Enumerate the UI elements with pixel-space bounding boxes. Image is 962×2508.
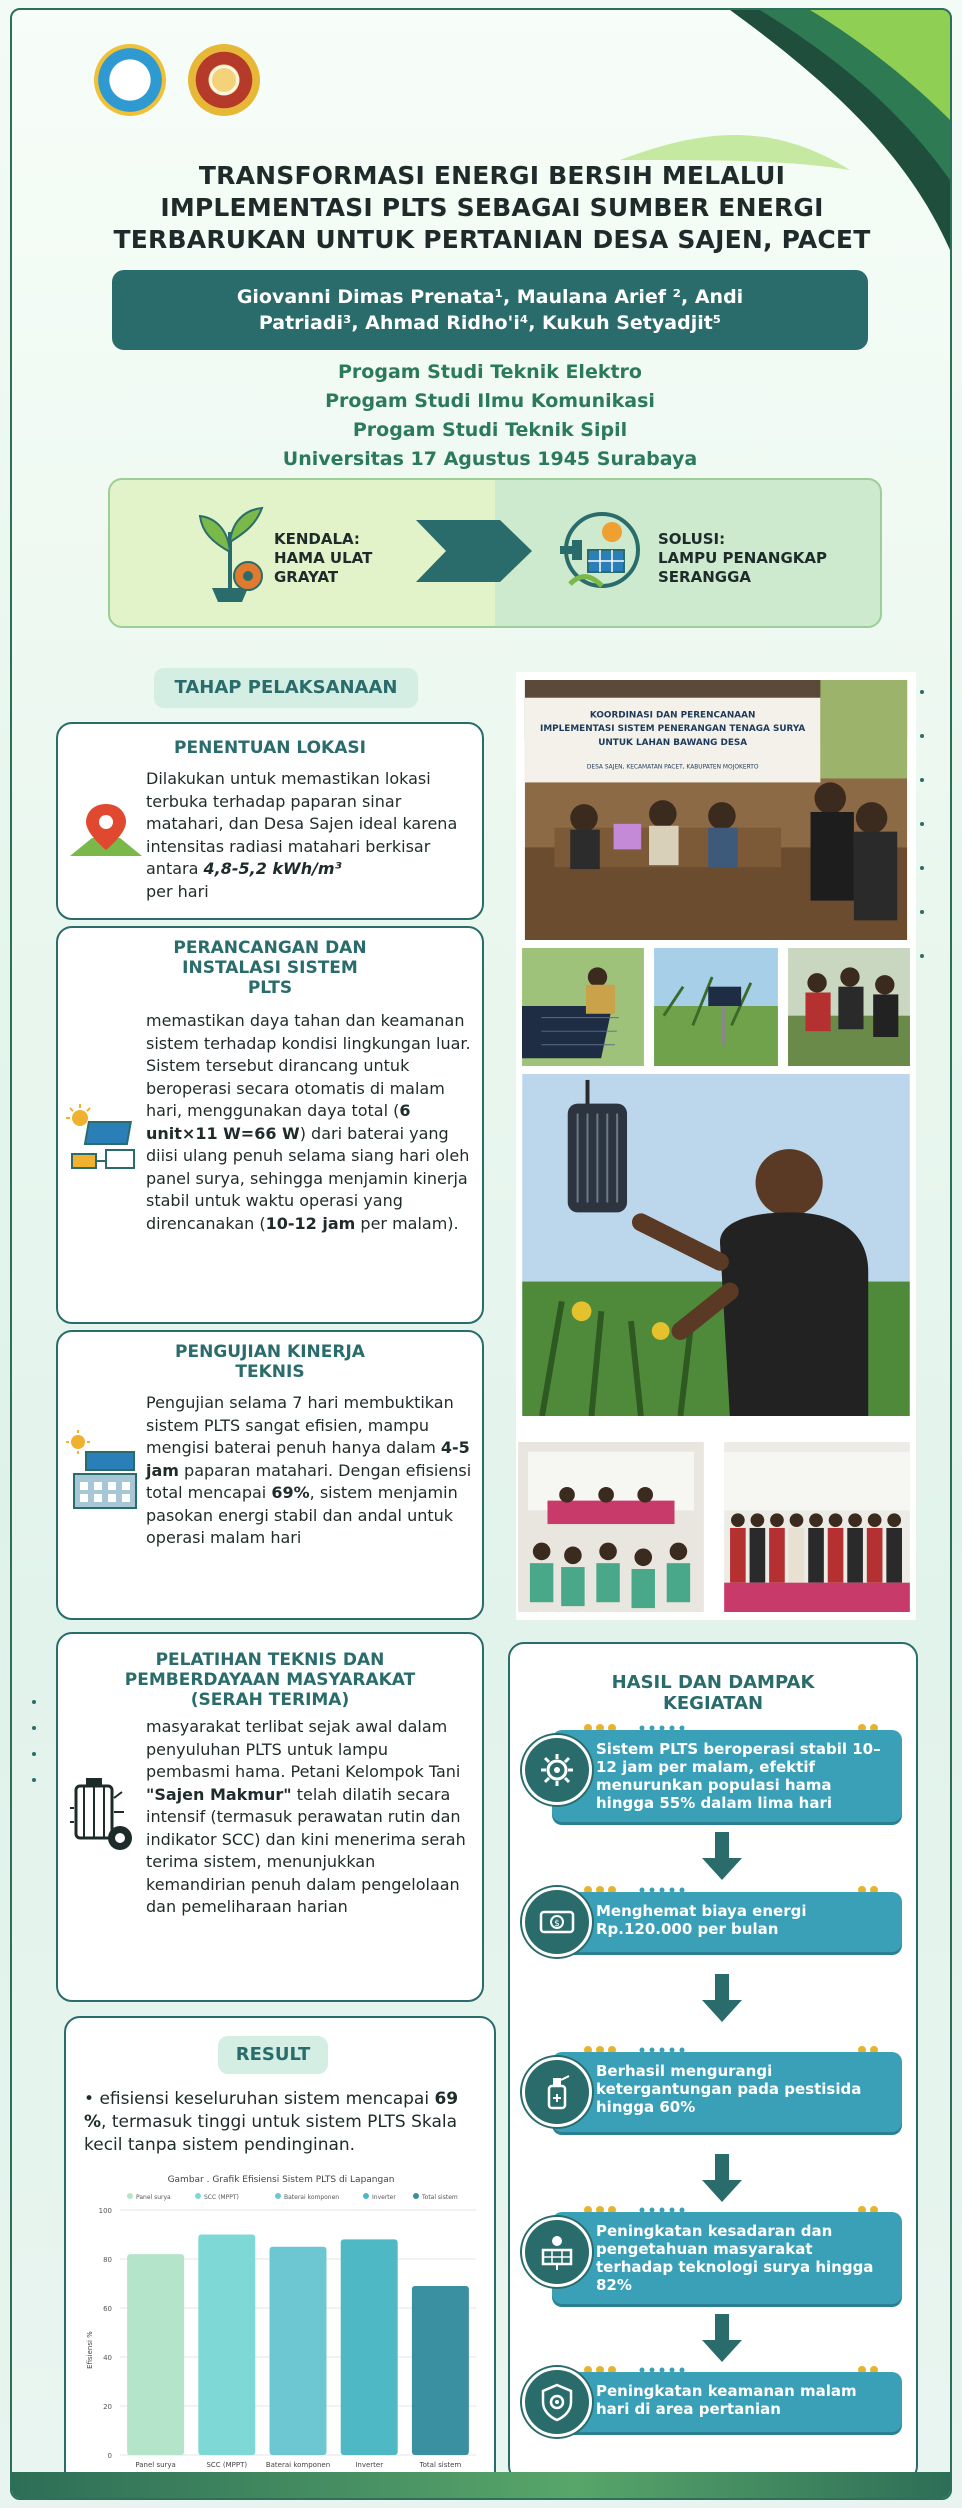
- pelatihan-title-1: PELATIHAN TEKNIS DAN: [155, 1650, 385, 1670]
- result-bullet-highlight: 69 %: [84, 2089, 459, 2132]
- lokasi-text: Dilakukan untuk memastikan lokasi terbuka terhadap paparan sinar matahari, dan Desa Sajen ideal karena intensitas radiasi matahari berkisar antara: [146, 769, 458, 878]
- legend-label: Inverter: [372, 2194, 396, 2201]
- y-tick-label: 0: [107, 2452, 112, 2460]
- solar-panel-icon: [522, 2217, 592, 2287]
- pelatihan-title-2: PEMBERDAYAAN MASYARAKAT: [124, 1670, 416, 1690]
- affiliations: [112, 358, 868, 474]
- result-text: [84, 2088, 484, 2157]
- legend-label: Total sistem: [422, 2194, 458, 2201]
- hasil-text: Peningkatan kesadaran dan pengetahuan masyarakat terhadap teknologi surya hingga 82%: [552, 2212, 902, 2304]
- perancangan-title-1: PERANCANGAN DAN: [173, 938, 367, 958]
- pelatihan-title-3: (SERAH TERIMA): [190, 1690, 350, 1710]
- banner-line-2: IMPLEMENTASI SISTEM PENERANGAN TENAGA SURYA: [540, 724, 806, 735]
- hasil-text: Sistem PLTS beroperasi stabil 10–12 jam per malam, efektif menurunkan populasi hama hingga 55% dalam lima hari: [552, 1730, 902, 1822]
- x-tick-label: Panel surya: [135, 2461, 176, 2469]
- chart-y-axis-label: Efisiensi %: [86, 2331, 94, 2369]
- solusi-line-1: LAMPU PENANGKAP: [658, 549, 827, 567]
- hasil-text: Peningkatan keamanan malam hari di area pertanian: [552, 2372, 902, 2432]
- photo-penyuluhan: [516, 1440, 706, 1614]
- perancangan-title-2: INSTALASI SISTEM: [182, 958, 358, 978]
- banner-line-3: UNTUK LAHAN BAWANG DESA: [598, 738, 748, 748]
- decorative-dots-right: [920, 690, 926, 998]
- y-tick-label: 80: [103, 2256, 112, 2264]
- step-card-pelatihan: [56, 1632, 484, 2002]
- footer-bar: [12, 2472, 950, 2498]
- step-card-lokasi: [56, 722, 484, 920]
- poster-title: [92, 160, 892, 256]
- step-text-perancangan: [146, 1010, 476, 1235]
- y-tick-label: 60: [103, 2305, 112, 2313]
- chevron-right-icon: [416, 520, 532, 582]
- star-decoration: [582, 1718, 882, 1728]
- affiliation-4: Universitas 17 Agustus 1945 Surabaya: [282, 448, 698, 470]
- photo-koordinasi: [522, 678, 910, 942]
- perancangan-text-b: ) dari baterai yang diisi ulang penuh selama siang hari oleh panel surya, sehingga menjamin kinerja stabil untuk waktu operasi yang direncanakan (: [146, 1123, 470, 1233]
- pengujian-text-a: Pengujian selama 7 hari membuktikan sistem PLTS sangat efisien, mampu mengisi baterai penuh hanya dalam: [146, 1393, 454, 1457]
- solusi-label: SOLUSI:: [658, 530, 726, 548]
- photo-workers: [786, 946, 912, 1068]
- shield-gear-icon: [522, 2367, 592, 2437]
- hasil-title-1: HASIL DAN DAMPAK: [611, 1672, 815, 1693]
- pengujian-highlight-a: 4-5 jam: [146, 1438, 470, 1480]
- legend-label: SCC (MPPT): [204, 2194, 239, 2201]
- photo-panel-install: [520, 946, 646, 1068]
- hasil-card: [508, 1642, 918, 2482]
- step-title-lokasi: PENENTUAN LOKASI: [174, 738, 366, 758]
- legend-label: Baterai komponen: [284, 2194, 340, 2201]
- bar-scc-mppt-: [198, 2235, 255, 2456]
- title-line-2: IMPLEMENTASI PLTS SEBAGAI SUMBER ENERGI: [160, 193, 824, 222]
- solusi-line-2: SERANGGA: [658, 568, 751, 586]
- photo-collage: [516, 672, 916, 1620]
- photo-serah-terima: [722, 1440, 912, 1614]
- pengujian-text-b: paparan matahari. Dengan efisiensi total mencapai: [146, 1460, 472, 1502]
- solar-building-icon: [66, 1430, 142, 1510]
- legend-swatch: [413, 2193, 419, 2199]
- pelatihan-highlight-a: "Sajen Makmur": [146, 1784, 292, 1804]
- result-bullet-a: efisiensi keseluruhan sistem mencapai: [99, 2089, 435, 2109]
- hasil-title-2: KEGIATAN: [662, 1693, 764, 1714]
- kendala-text: [274, 530, 394, 587]
- step-card-pengujian: [56, 1330, 484, 1620]
- step-title-pengujian: [58, 1342, 482, 1382]
- lokasi-suffix: per hari: [146, 881, 209, 901]
- svg-text:$: $: [554, 1919, 560, 1929]
- step-text-pelatihan: [146, 1716, 476, 1919]
- location-pin-icon: [70, 802, 142, 862]
- pelatihan-text-b: telah dilatih secara intensif (termasuk perawatan rutin dan indikator SCC) dan kini menerima serah terima sistem, menunjukkan kemandirian penuh dalam pengelolaan dan pemeliharaan harian: [146, 1784, 466, 1916]
- solar-plug-icon: [558, 506, 642, 596]
- result-card: [64, 2016, 496, 2488]
- star-decoration: [582, 2360, 882, 2370]
- gear-cycle-icon: [522, 1735, 592, 1805]
- perancangan-text-a: memastikan daya tahan dan keamanan sistem terhadap kondisi lingkungan luar. Sistem tersebut dirancang untuk beroperasi secara otomatis di malam hari, menggunakan daya total (: [146, 1011, 471, 1120]
- affiliation-3: Progam Studi Teknik Sipil: [352, 419, 628, 441]
- perancangan-highlight-b: 10-12 jam: [265, 1213, 356, 1233]
- authors-line-1: Giovanni Dimas Prenata¹, Maulana Arief ², Andi: [236, 286, 744, 308]
- pesticide-icon: [522, 2057, 592, 2127]
- step-title-pelatihan: [58, 1650, 482, 1710]
- banner-line-1: KOORDINASI DAN PERENCANAAN: [589, 710, 756, 721]
- plant-pest-icon: [192, 502, 268, 602]
- title-line-1: TRANSFORMASI ENERGI BERSIH MELALUI: [198, 161, 786, 190]
- pengujian-title-2: TEKNIS: [235, 1362, 305, 1382]
- hasil-text: Menghemat biaya energi Rp.120.000 per bulan: [552, 1892, 902, 1952]
- y-tick-label: 40: [103, 2354, 112, 2362]
- step-text-pengujian: [146, 1392, 476, 1550]
- kendala-label: KENDALA:: [274, 530, 360, 548]
- tahap-title: TAHAP PELAKSANAAN: [154, 668, 418, 708]
- chart-legend: [127, 2193, 458, 2201]
- chart-bars: [127, 2235, 469, 2456]
- photo-field-panel: [652, 946, 780, 1068]
- step-title-perancangan: [58, 938, 482, 998]
- pelatihan-text-a: masyarakat terlibat sejak awal dalam penyuluhan PLTS untuk lampu pembasmi hama. Petani Kelompok Tani: [146, 1717, 461, 1781]
- x-tick-label: SCC (MPPT): [206, 2461, 248, 2469]
- legend-label: Panel surya: [136, 2194, 171, 2201]
- step-text-lokasi: [146, 768, 468, 903]
- university-logo-left: [94, 44, 166, 116]
- x-tick-label: Baterai komponen: [265, 2461, 331, 2469]
- hasil-text: Berhasil mengurangi ketergantungan pada pestisida hingga 60%: [552, 2052, 902, 2132]
- star-decoration: [582, 2200, 882, 2210]
- solusi-text: [658, 530, 858, 587]
- bar-total-sistem: [412, 2286, 469, 2455]
- kendala-line-2: GRAYAT: [274, 568, 339, 586]
- chart-x-labels: [135, 2461, 461, 2469]
- authors-box: [112, 270, 868, 350]
- pengujian-text-c: , sistem menjamin pasokan energi stabil dan andal untuk operasi malam hari: [146, 1483, 458, 1547]
- hasil-item: [522, 1880, 908, 1970]
- pengujian-title-1: PENGUJIAN KINERJA: [175, 1342, 365, 1362]
- problem-solution-box: [108, 478, 882, 628]
- y-tick-label: 100: [98, 2207, 112, 2215]
- decorative-dots-left: [32, 1700, 38, 1822]
- banner-line-4: DESA SAJEN, KECAMATAN PACET, KABUPATEN MOJOKERTO: [586, 764, 759, 771]
- arrow-down-icon: [702, 1974, 742, 2028]
- affiliation-1: Progam Studi Teknik Elektro: [338, 361, 642, 383]
- affiliation-2: Progam Studi Ilmu Komunikasi: [325, 390, 655, 412]
- result-title: RESULT: [218, 2036, 328, 2074]
- y-tick-label: 20: [103, 2403, 112, 2411]
- hasil-item: [522, 2040, 908, 2150]
- chart-title: Gambar . Grafik Efisiensi Sistem PLTS di Lapangan: [167, 2175, 395, 2185]
- photo-bug-lamp-demo: [520, 1072, 912, 1418]
- hasil-item: [522, 2360, 908, 2450]
- legend-swatch: [127, 2193, 133, 2199]
- bar-panel-surya: [127, 2254, 184, 2455]
- x-tick-label: Inverter: [355, 2461, 384, 2469]
- star-decoration: [582, 2040, 882, 2050]
- solar-battery-icon: [66, 1104, 140, 1174]
- hasil-item: [522, 2200, 908, 2310]
- perancangan-text-c: per malam).: [355, 1213, 459, 1233]
- kendala-line-1: HAMA ULAT: [274, 549, 373, 567]
- bug-lamp-gear-icon: [66, 1778, 142, 1858]
- perancangan-highlight-a: 6 unit×11 W=66 W: [146, 1101, 411, 1143]
- arrow-down-icon: [702, 1832, 742, 1886]
- lokasi-highlight: 4,8-5,2 kWh/m³: [203, 859, 342, 878]
- bullet-dot: •: [84, 2089, 100, 2109]
- legend-swatch: [195, 2193, 201, 2199]
- step-card-perancangan: [56, 926, 484, 1324]
- perancangan-title-3: PLTS: [247, 978, 293, 998]
- title-line-3: TERBARUKAN UNTUK PERTANIAN DESA SAJEN, PACET: [113, 225, 871, 254]
- poster-frame: [10, 8, 952, 2500]
- star-decoration: [582, 1880, 882, 1890]
- legend-swatch: [275, 2193, 281, 2199]
- bar-baterai-komponen: [270, 2247, 327, 2455]
- pengujian-highlight-b: 69%: [271, 1483, 310, 1502]
- authors-line-2: Patriadi³, Ahmad Ridho'i⁴, Kukuh Setyadjit⁵: [258, 312, 722, 334]
- hasil-item: [522, 1718, 908, 1828]
- efficiency-chart: [76, 2170, 486, 2480]
- x-tick-label: Total sistem: [419, 2461, 462, 2469]
- money-icon: [522, 1887, 592, 1957]
- hasil-title: [510, 1672, 916, 1714]
- legend-swatch: [363, 2193, 369, 2199]
- result-bullet-b: , termasuk tinggi untuk sistem PLTS Skala kecil tanpa sistem pendinginan.: [84, 2112, 458, 2155]
- bar-inverter: [341, 2239, 398, 2455]
- university-logo-right: [188, 44, 260, 116]
